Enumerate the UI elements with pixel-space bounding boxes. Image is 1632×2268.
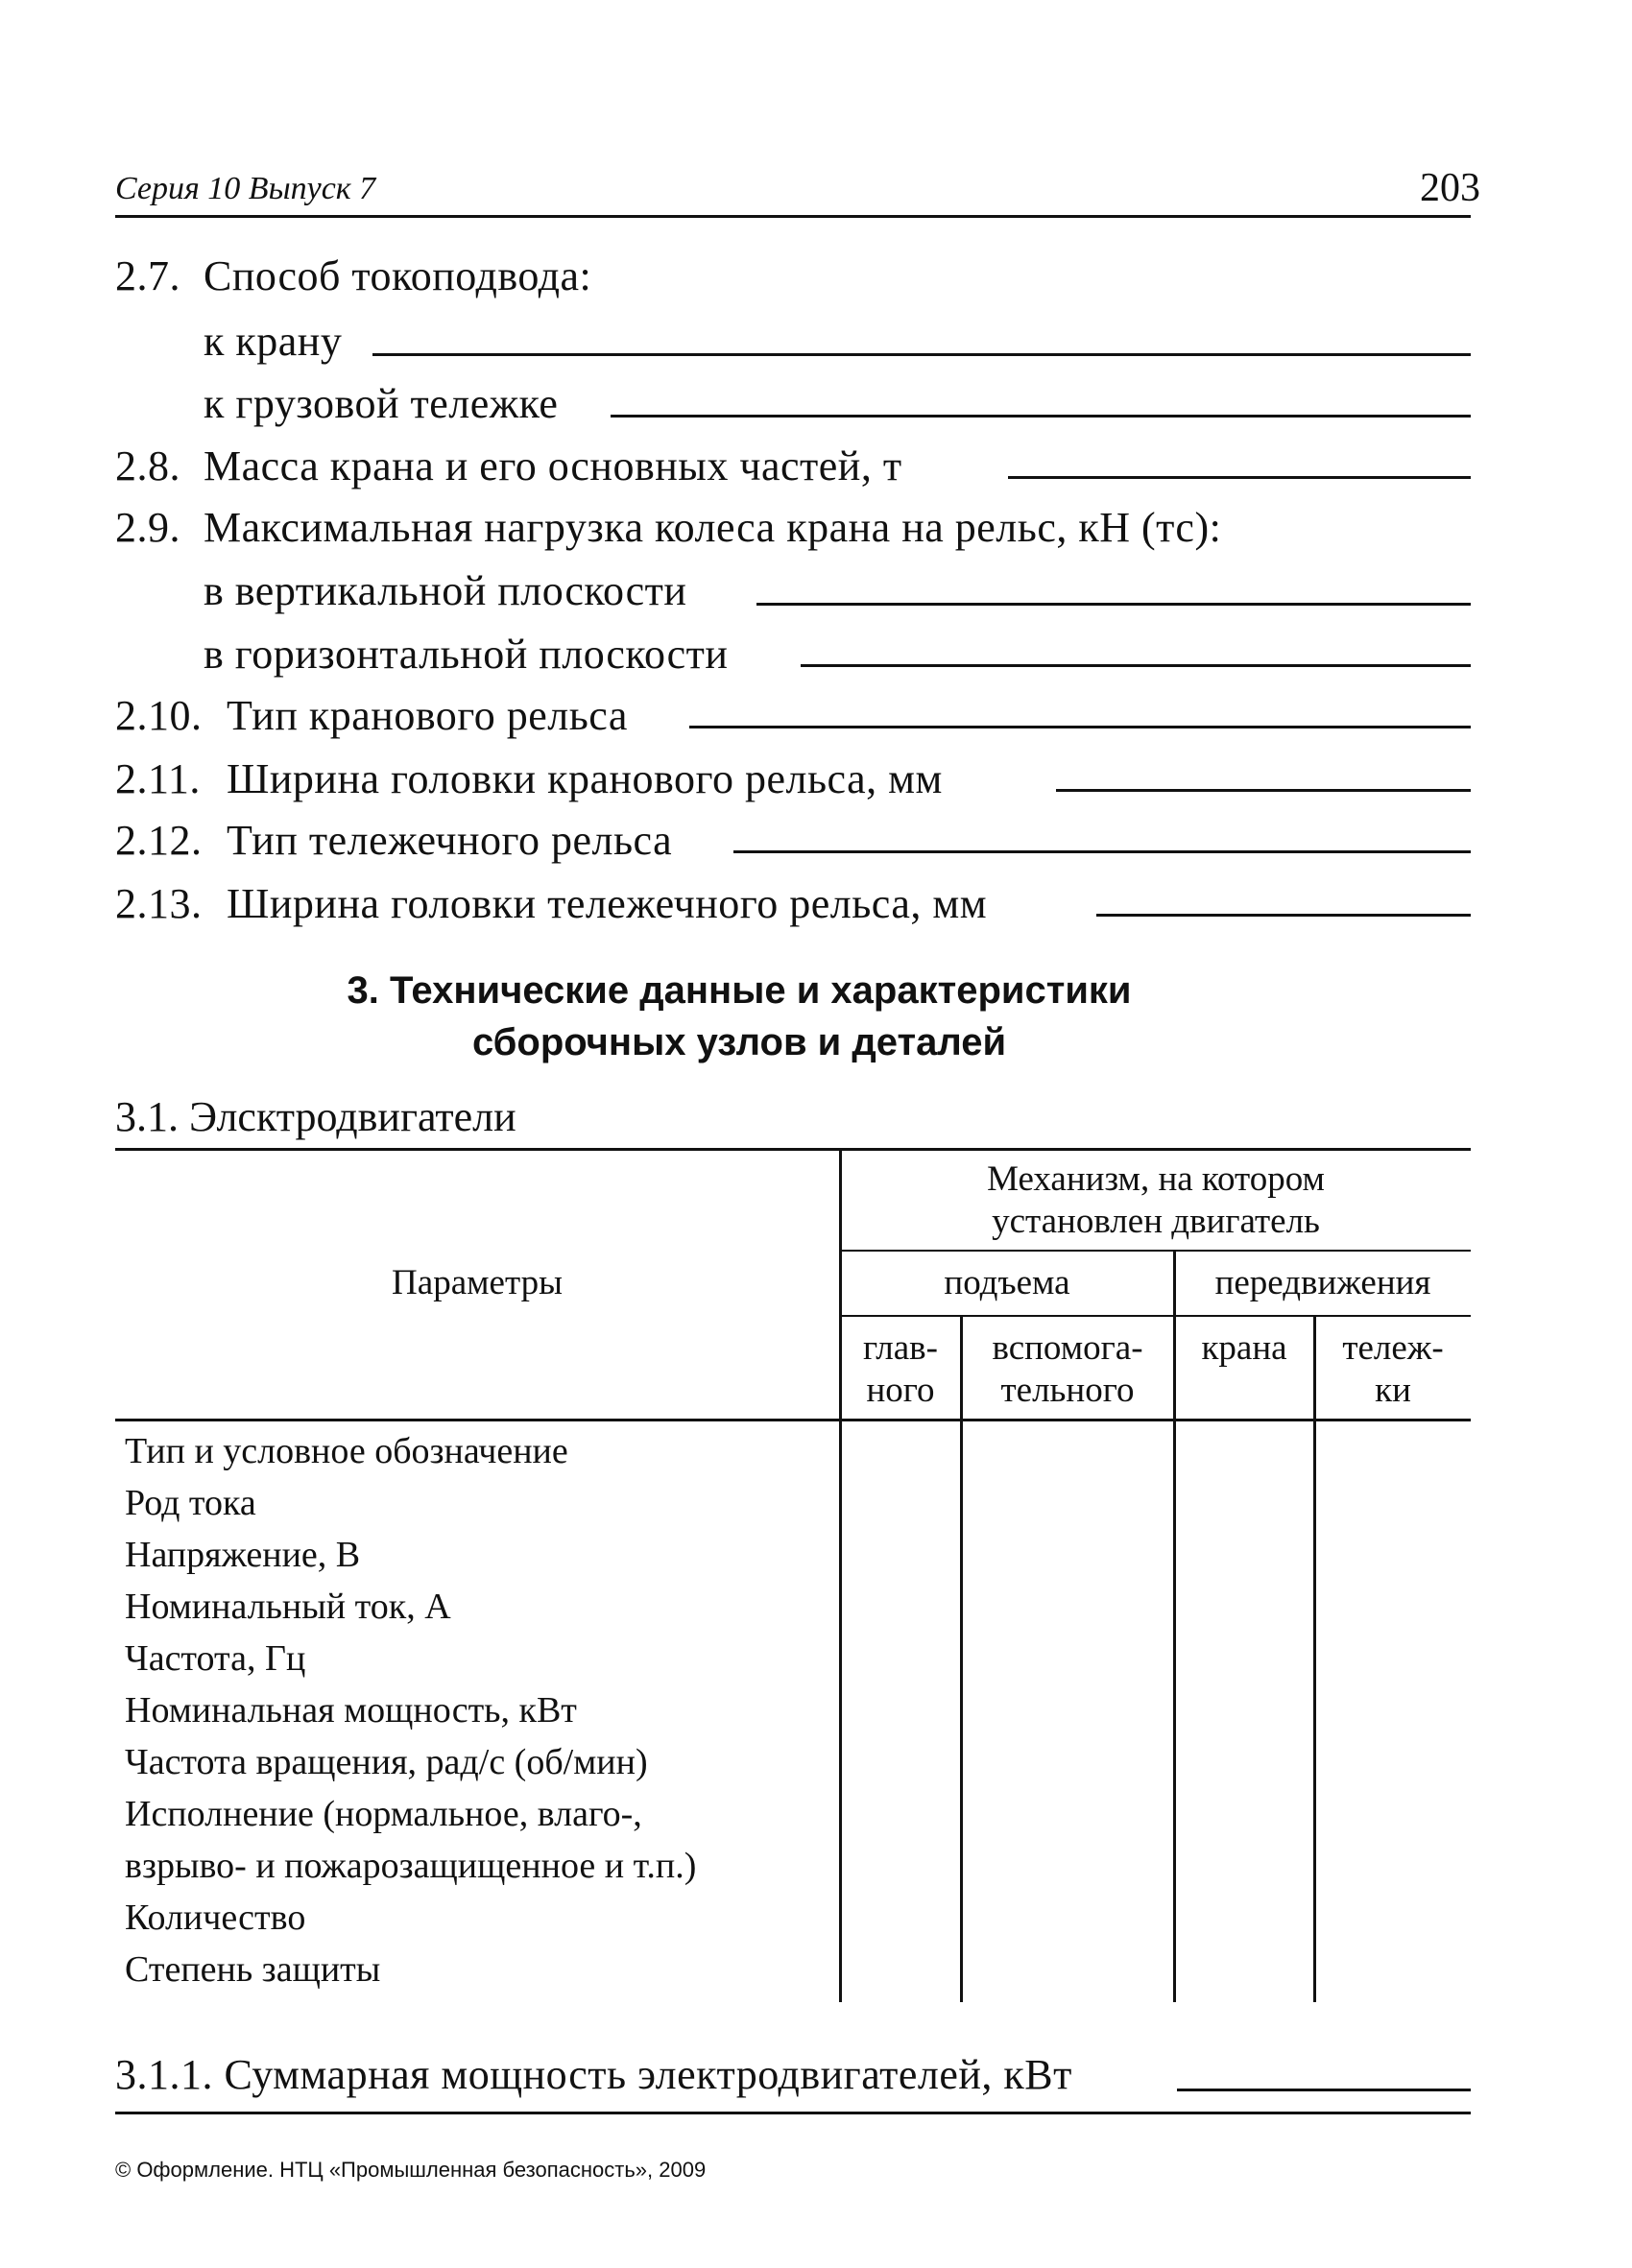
section-3-title-line1: 3. Технические данные и характеристики bbox=[347, 969, 1132, 1012]
header-aux-line1: вспомога- bbox=[992, 1328, 1143, 1368]
item-2-11-text: Ширина головки кранового рельса, мм bbox=[227, 755, 943, 802]
row-rated-power: Номинальная мощность, кВт bbox=[125, 1690, 577, 1731]
rule-lift-travel-bottom bbox=[841, 1315, 1471, 1317]
header-crane: крана bbox=[1201, 1328, 1287, 1368]
fill-line-horizontal-plane bbox=[801, 664, 1471, 667]
header-series: Серия 10 Выпуск 7 bbox=[115, 171, 376, 206]
item-to-trolley: к грузовой тележке bbox=[204, 380, 559, 427]
table-header-bottom-rule bbox=[115, 1419, 1471, 1421]
subsection-3-1: 3.1. Элсктродвигатели bbox=[115, 1093, 516, 1140]
section-3-title-line2: сборочных узлов и деталей bbox=[471, 1021, 1007, 1063]
header-parameters: Параметры bbox=[392, 1263, 563, 1302]
row-type: Тип и условное обозначение bbox=[125, 1431, 568, 1471]
item-2-7-text: Способ токоподвода: bbox=[204, 252, 592, 299]
fill-line-summary bbox=[1177, 2089, 1471, 2091]
header-travel: передвижения bbox=[1214, 1263, 1431, 1302]
row-execution-line1: Исполнение (нормальное, влаго-, bbox=[125, 1794, 642, 1834]
row-quantity: Количество bbox=[125, 1898, 306, 1938]
header-aux-line2: тельного bbox=[1000, 1371, 1135, 1410]
header-lifting: подъема bbox=[944, 1263, 1070, 1302]
rule-mechanism-bottom bbox=[841, 1250, 1471, 1252]
summary-3-1-1: 3.1.1. Суммарная мощность электродвигателей, кВт bbox=[115, 2051, 1072, 2098]
row-execution-line2: взрыво- и пожарозащищенное и т.п.) bbox=[125, 1846, 697, 1886]
item-2-9-num: 2.9. bbox=[115, 504, 180, 551]
fill-line-to-crane bbox=[372, 353, 1471, 356]
row-protection-degree: Степень защиты bbox=[125, 1949, 381, 1990]
table-top-rule bbox=[115, 1148, 1471, 1151]
item-horizontal-plane: в горизонтальной плоскости bbox=[204, 631, 729, 678]
item-2-8-num: 2.8. bbox=[115, 442, 180, 489]
header-trolley-line2: ки bbox=[1375, 1371, 1411, 1410]
row-current-kind: Род тока bbox=[125, 1483, 256, 1523]
vline-crane-trolley bbox=[1313, 1315, 1316, 2002]
fill-line-to-trolley bbox=[611, 415, 1471, 418]
header-trolley-line1: тележ- bbox=[1342, 1328, 1444, 1368]
vline-main-aux bbox=[960, 1315, 963, 2002]
item-vertical-plane: в вертикальной плоскости bbox=[204, 567, 687, 614]
row-frequency: Частота, Гц bbox=[125, 1638, 306, 1679]
item-2-10-num: 2.10. bbox=[115, 692, 203, 739]
fill-line-2-10 bbox=[689, 726, 1471, 728]
row-rated-current: Номинальный ток, А bbox=[125, 1587, 451, 1627]
header-mechanism-line1: Механизм, на котором bbox=[987, 1159, 1325, 1199]
page-number: 203 bbox=[1420, 166, 1480, 210]
item-2-13-num: 2.13. bbox=[115, 880, 203, 927]
header-rule bbox=[115, 215, 1471, 218]
fill-line-2-11 bbox=[1056, 789, 1471, 792]
item-2-10-text: Тип кранового рельса bbox=[227, 692, 628, 739]
fill-line-2-12 bbox=[733, 850, 1471, 853]
item-2-8-text: Масса крана и его основных частей, т bbox=[204, 442, 902, 489]
footer-copyright: © Оформление. НТЦ «Промышленная безопасность», 2009 bbox=[115, 2158, 707, 2182]
item-2-13-text: Ширина головки тележечного рельса, мм bbox=[227, 880, 988, 927]
item-2-7-num: 2.7. bbox=[115, 252, 180, 299]
row-voltage: Напряжение, В bbox=[125, 1535, 361, 1575]
item-2-12-num: 2.12. bbox=[115, 817, 203, 864]
fill-line-2-13 bbox=[1096, 914, 1471, 917]
fill-line-vertical-plane bbox=[756, 603, 1471, 606]
footer-rule bbox=[115, 2112, 1471, 2114]
item-2-11-num: 2.11. bbox=[115, 755, 201, 802]
header-main-line1: глав- bbox=[863, 1328, 938, 1368]
item-2-9-text: Максимальная нагрузка колеса крана на рельс, кН (тс): bbox=[204, 504, 1222, 551]
header-mechanism-line2: установлен двигатель bbox=[992, 1202, 1320, 1241]
item-to-crane: к крану bbox=[204, 318, 343, 365]
row-rotation-speed: Частота вращения, рад/с (об/мин) bbox=[125, 1742, 648, 1782]
item-2-12-text: Тип тележечного рельса bbox=[227, 817, 673, 864]
header-main-line2: ного bbox=[866, 1371, 935, 1410]
fill-line-2-8 bbox=[1008, 476, 1471, 479]
